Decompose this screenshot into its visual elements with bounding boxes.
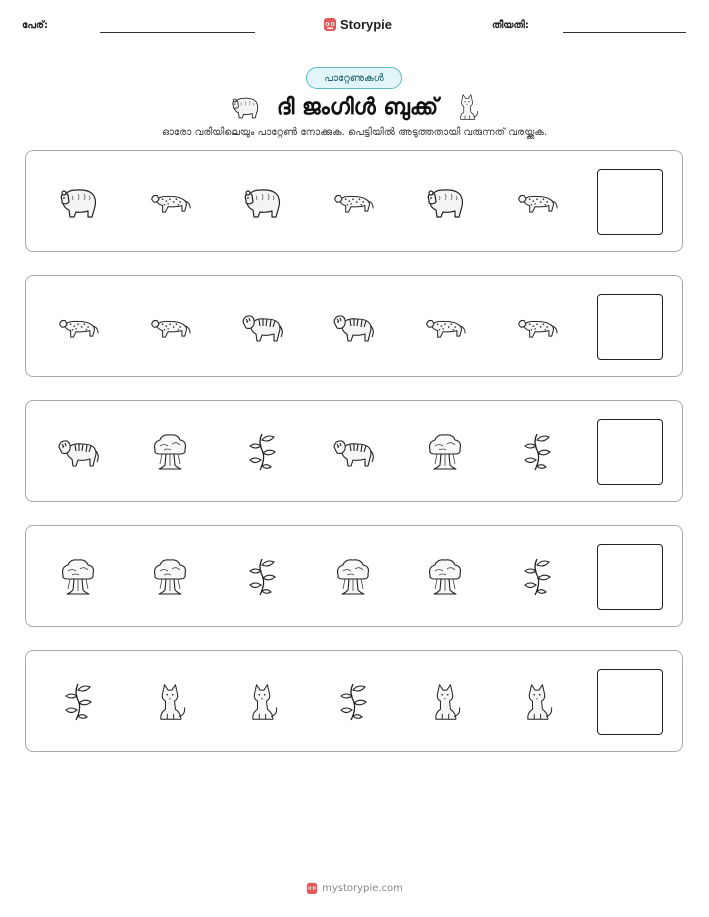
footer-url: mystorypie.com: [322, 882, 403, 894]
tree-icon: [148, 432, 192, 472]
pattern-item: [240, 556, 284, 598]
pattern-item: [331, 556, 375, 598]
answer-box[interactable]: [597, 544, 663, 610]
pattern-row-2: [25, 275, 683, 377]
leopard-icon: [148, 307, 192, 347]
page-title: ദി ജംഗിൾ ബുക്ക്: [276, 94, 439, 120]
bear-icon: [240, 182, 284, 222]
vine-icon: [331, 682, 375, 722]
storypie-logo-icon: [323, 16, 337, 32]
wolf-icon: [423, 682, 467, 722]
pattern-item: [423, 181, 467, 223]
pattern-item: [515, 431, 559, 473]
pattern-item: [148, 306, 192, 348]
leopard-icon: [515, 182, 559, 222]
tiger-icon: [331, 307, 375, 347]
brand-logo: [323, 14, 392, 34]
pattern-item: [56, 306, 100, 348]
wolf-icon: [240, 682, 284, 722]
tree-icon: [423, 557, 467, 597]
tree-icon: [331, 557, 375, 597]
pattern-row-1: [25, 150, 683, 252]
leopard-icon: [331, 182, 375, 222]
pattern-row-4: [25, 525, 683, 627]
section-badge: പാറ്റേണുകൾ: [306, 67, 402, 89]
pattern-item: [331, 181, 375, 223]
wolf-icon: [148, 682, 192, 722]
vine-icon: [240, 557, 284, 597]
date-label: തീയതി:: [492, 20, 529, 31]
answer-box[interactable]: [597, 169, 663, 235]
pattern-item: [148, 681, 192, 723]
tree-icon: [56, 557, 100, 597]
pattern-item: [240, 181, 284, 223]
bear-icon: [56, 182, 100, 222]
pattern-item: [240, 431, 284, 473]
pattern-item: [56, 431, 100, 473]
leopard-icon: [515, 307, 559, 347]
vine-icon: [56, 682, 100, 722]
instructions: ഓരോ വരിയിലെയും പാറ്റേൺ നോക്കുക. പെട്ടിയിൽ അടുത്തതായി വരുന്നത് വരയ്ക്കുക.: [161, 127, 548, 138]
pattern-item: [148, 181, 192, 223]
name-label: പേര്:: [22, 20, 48, 31]
pattern-item: [331, 306, 375, 348]
pattern-item: [423, 556, 467, 598]
pattern-item: [56, 181, 100, 223]
pattern-item: [56, 556, 100, 598]
pattern-item: [515, 681, 559, 723]
worksheet-header: [0, 14, 709, 38]
footer: [0, 878, 709, 898]
pattern-item: [423, 681, 467, 723]
tiger-icon: [56, 432, 100, 472]
pattern-row-3: [25, 400, 683, 502]
pattern-item: [148, 431, 192, 473]
pattern-item: [423, 431, 467, 473]
answer-box[interactable]: [597, 419, 663, 485]
pattern-item: [331, 681, 375, 723]
bear-icon: [423, 182, 467, 222]
vine-icon: [240, 432, 284, 472]
name-line: [100, 32, 255, 33]
pattern-item: [515, 556, 559, 598]
tiger-icon: [331, 432, 375, 472]
vine-icon: [515, 432, 559, 472]
storypie-logo-icon: [306, 881, 318, 895]
date-line: [563, 32, 686, 33]
brand-name: Storypie: [340, 16, 393, 32]
pattern-item: [331, 431, 375, 473]
leopard-icon: [148, 182, 192, 222]
answer-box[interactable]: [597, 294, 663, 360]
answer-box[interactable]: [597, 669, 663, 735]
wolf-icon: [454, 91, 480, 123]
leopard-icon: [423, 307, 467, 347]
tiger-icon: [240, 307, 284, 347]
leopard-icon: [56, 307, 100, 347]
pattern-item: [240, 306, 284, 348]
pattern-row-5: [25, 650, 683, 752]
bear-icon: [229, 93, 261, 121]
tree-icon: [423, 432, 467, 472]
wolf-icon: [515, 682, 559, 722]
title-row: [0, 88, 709, 126]
pattern-item: [423, 306, 467, 348]
vine-icon: [515, 557, 559, 597]
pattern-item: [148, 556, 192, 598]
pattern-item: [515, 306, 559, 348]
pattern-item: [515, 181, 559, 223]
pattern-item: [56, 681, 100, 723]
pattern-item: [240, 681, 284, 723]
tree-icon: [148, 557, 192, 597]
